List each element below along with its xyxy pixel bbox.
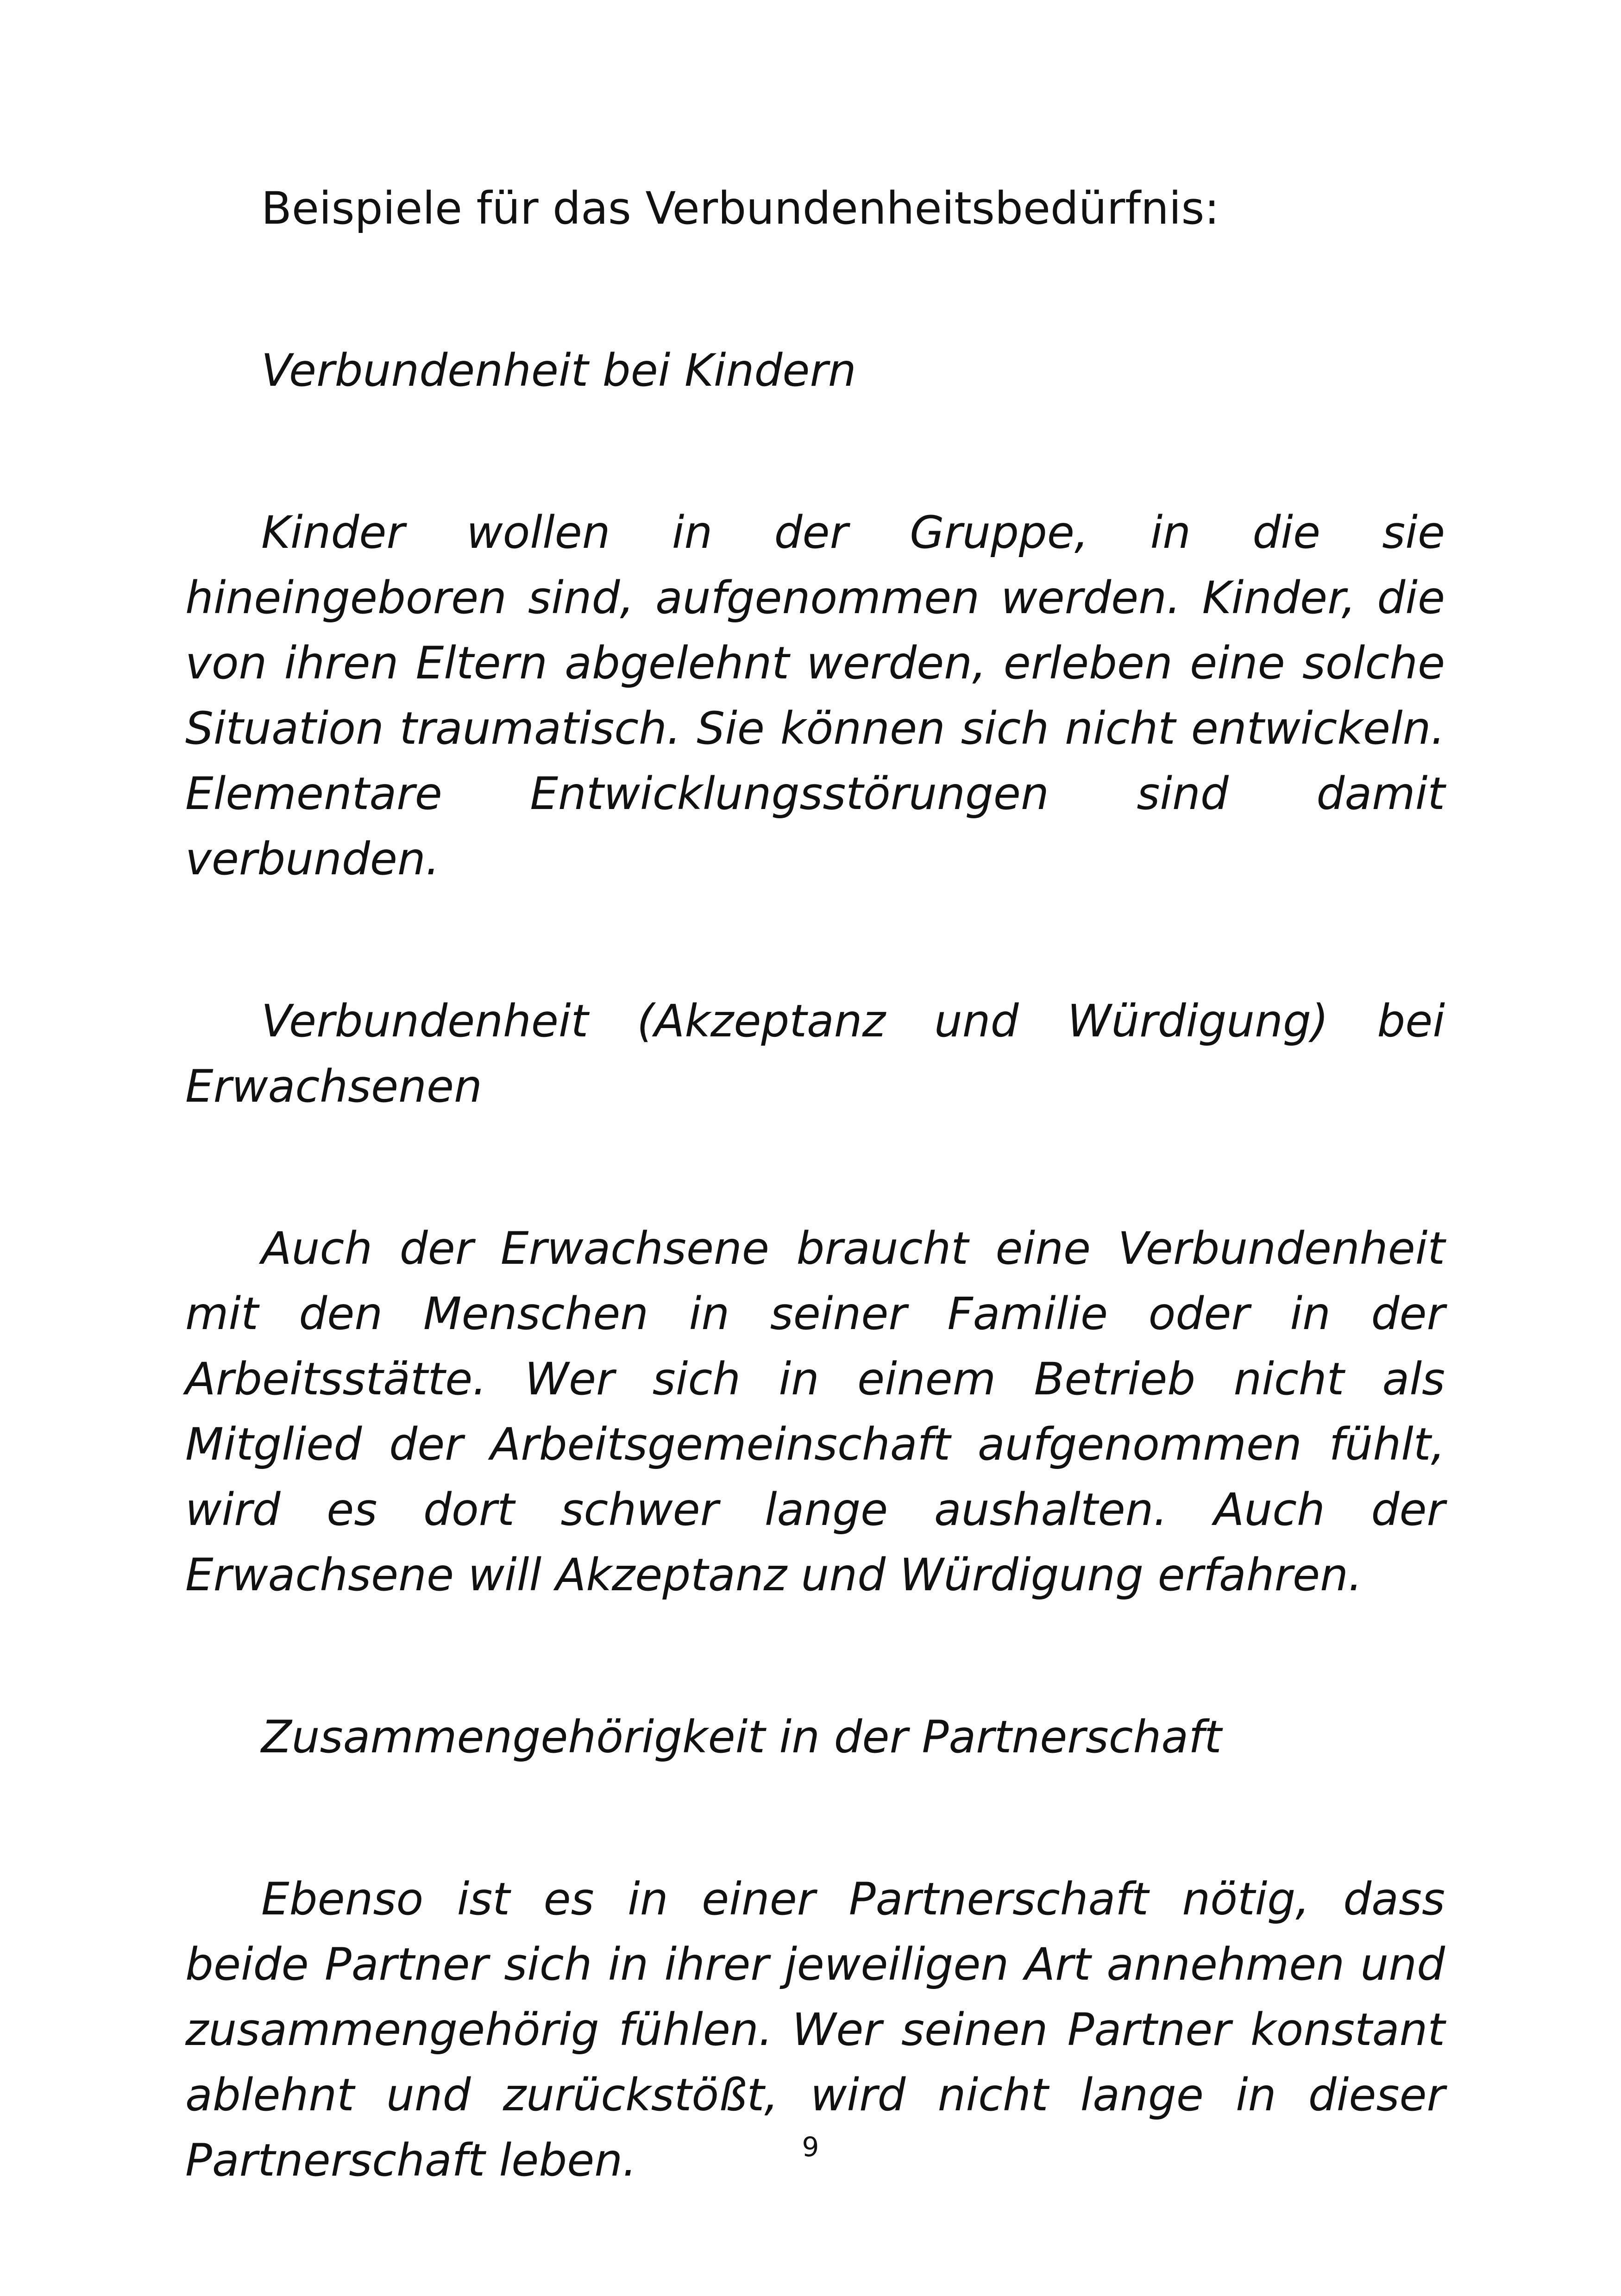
section-text-children: Kinder wollen in der Gruppe, in die sie hineingeboren sind, aufgenommen werden. Kinder, die von ihren Eltern abgelehnt werden, erleben eine solche Situation traumatisch. Sie können sich nicht entwickeln. Elementare Entwicklungsstörungen sind damit verbunden. [185,507,1445,885]
section-heading-children: Verbundenheit bei Kindern [261,345,856,396]
page-number: 9 [802,2131,819,2163]
section-heading-partnership: Zusammengehörigkeit in der Partnerschaft [261,1711,1222,1763]
section-text-partnership: Ebenso ist es in einer Partnerschaft nötig, dass beide Partner sich in ihrer jeweiligen Art annehmen und zusammengehörig fühlen. Wer seinen Partner konstant ablehnt und zurückstößt, wird nicht lange in dieser Partnerschaft leben. [185,1873,1445,2186]
intro-heading: Beispiele für das Verbundenheitsbedürfnis: [261,182,1219,234]
section-heading-adults: Verbundenheit (Akzeptanz und Würdigung) bei Erwachsenen [185,995,1445,1112]
section-text-adults: Auch der Erwachsene braucht eine Verbundenheit mit den Menschen in seiner Familie oder in der Arbeitsstätte. Wer sich in einem Betrieb nicht als Mitglied der Arbeitsgemeinschaft aufgenommen fühlt, wird es dort schwer lange aushalten. Auch der Erwachsene will Akzeptanz und Würdigung erfahren. [185,1223,1445,1601]
document-page [185,176,1445,2186]
